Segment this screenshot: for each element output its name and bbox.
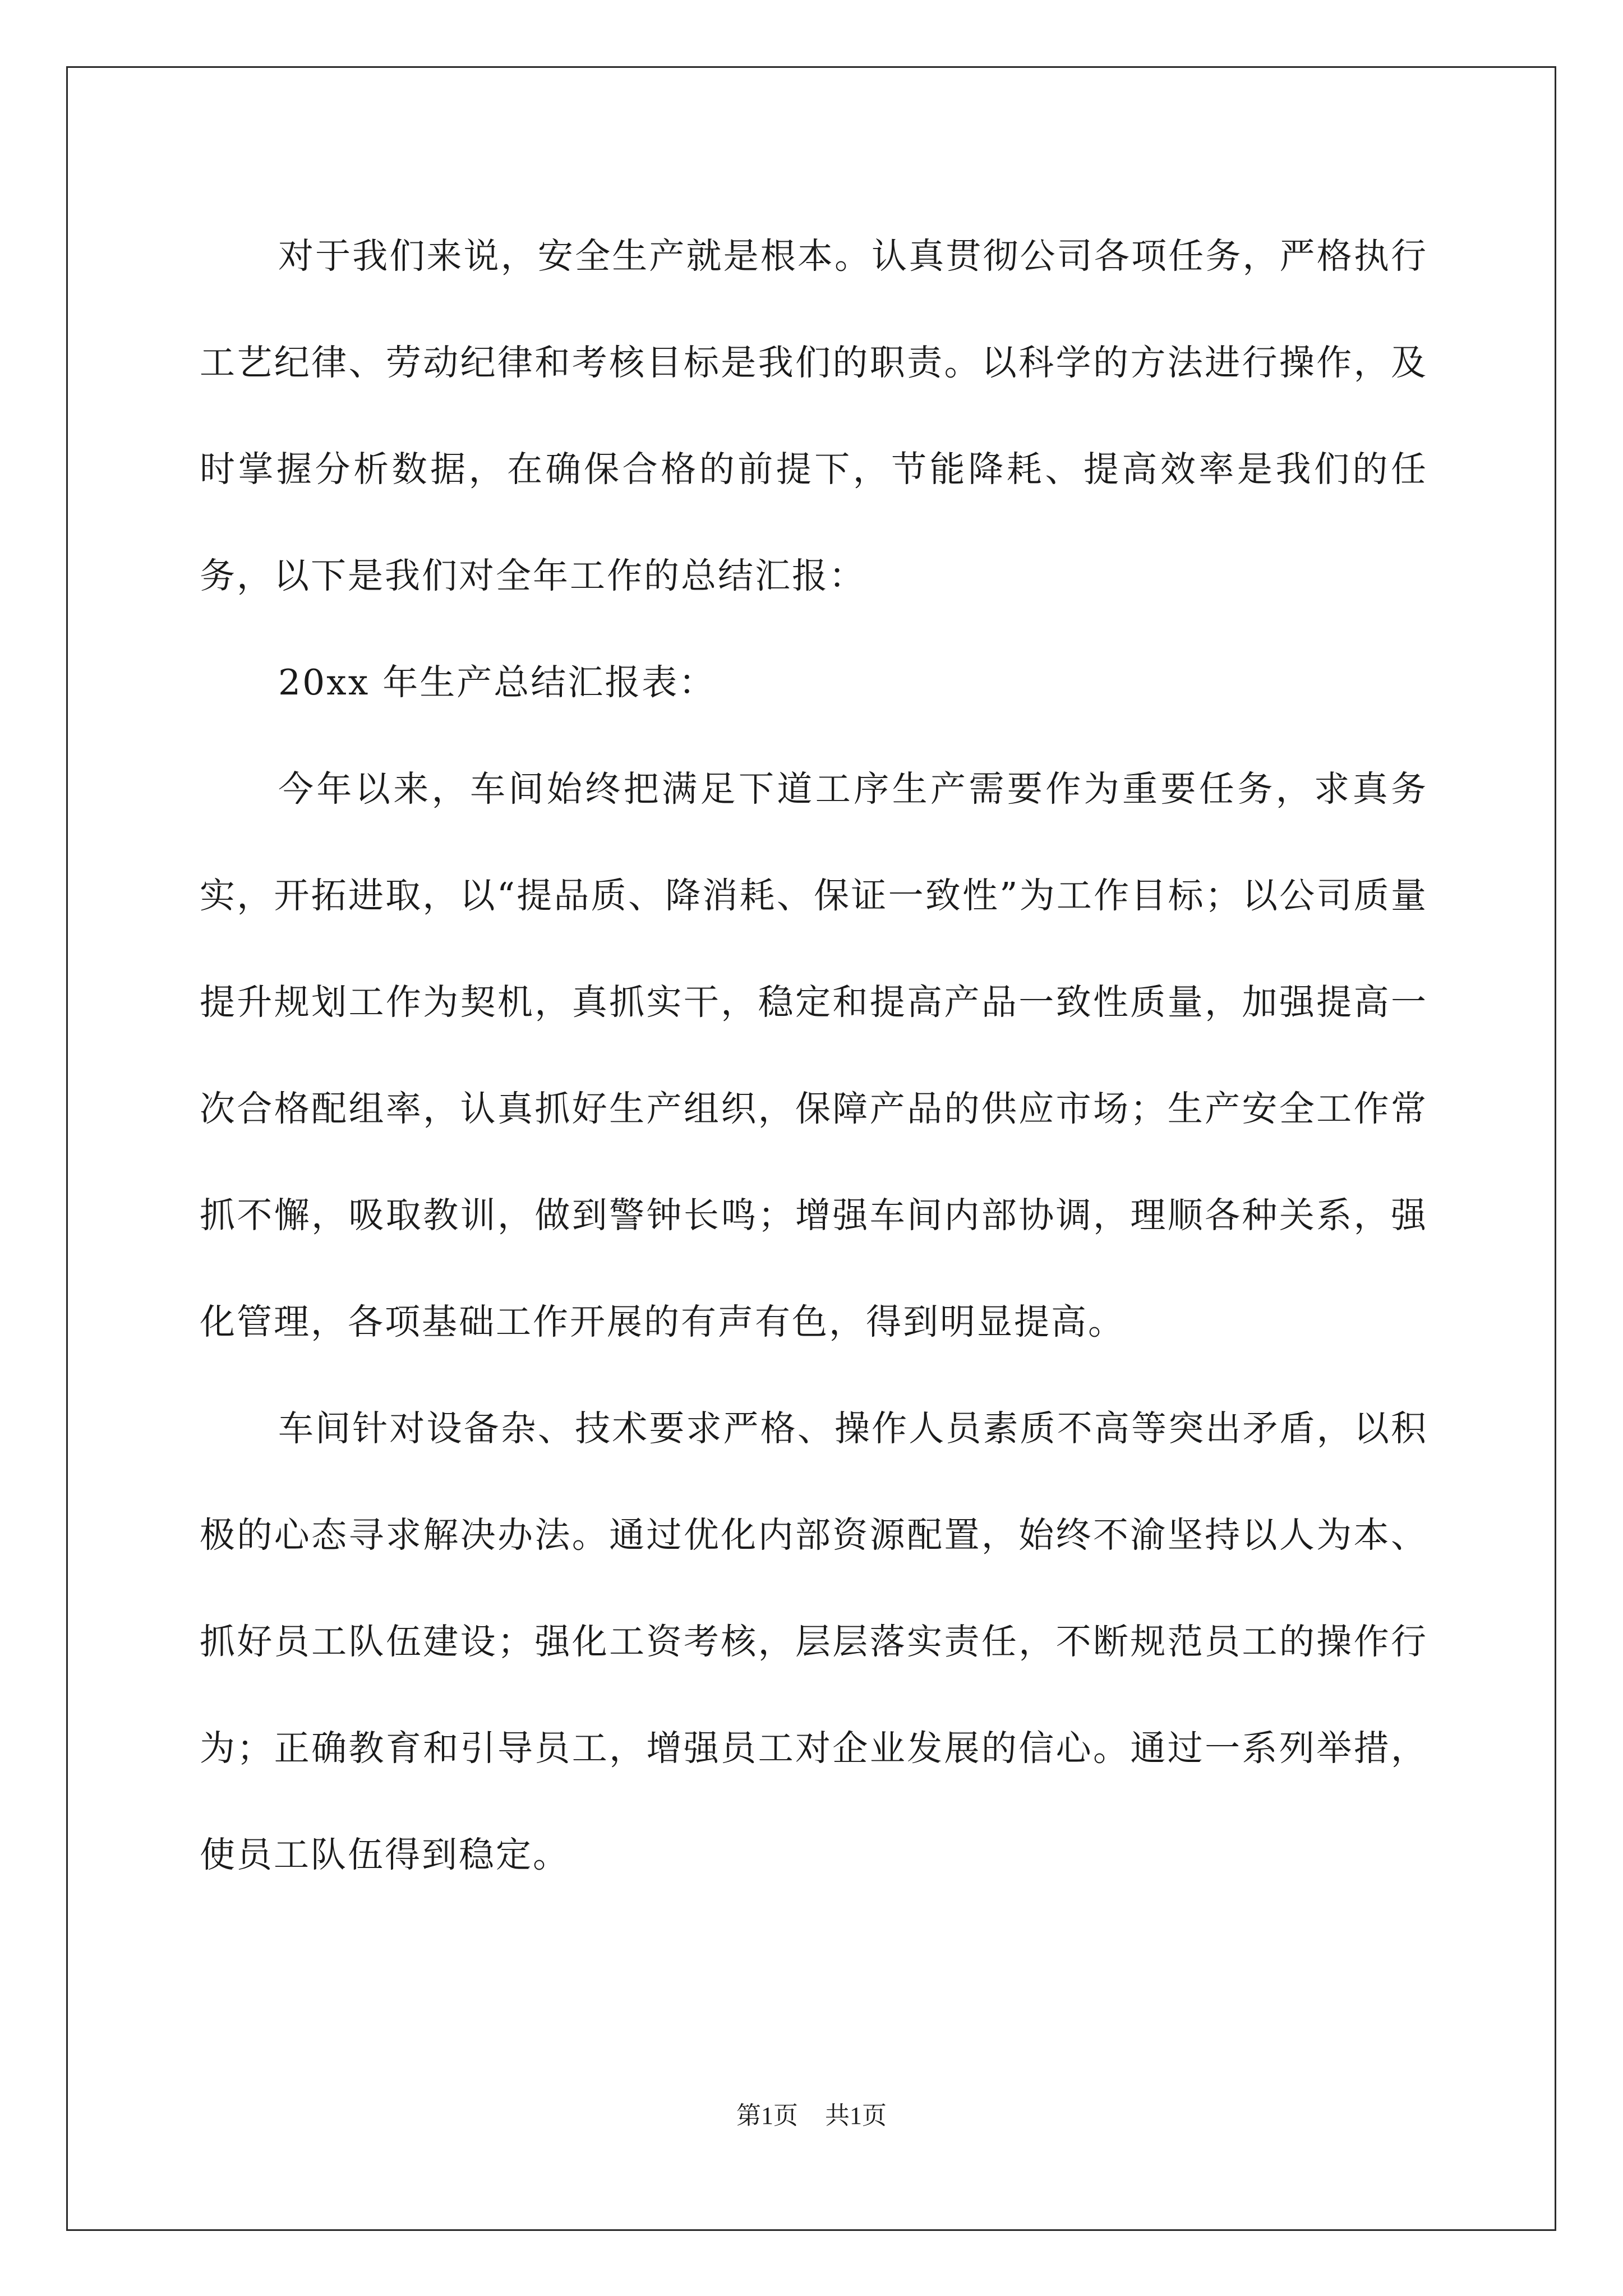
page-count: 共1页 [825, 2102, 887, 2129]
page-number: 第1页 [736, 2102, 798, 2129]
paragraph-workforce: 车间针对设备杂、技术要求严格、操作人员素质不高等突出矛盾，以积极的心态寻求解决办法。通过优化内部资源配置，始终不渝坚持以人为本、抓好员工队伍建设；强化工资考核，层层落实责任，不断规范员工的操作行为；正确教育和引导员工，增强员工对企业发展的信心。通过一系列举措，使员工队伍得到稳定。 [200, 1408, 1428, 1875]
document-body [200, 203, 1428, 1908]
page-footer [0, 2095, 1623, 2131]
paragraph-year-summary: 今年以来，车间始终把满足下道工序生产需要作为重要任务，求真务实，开拓进取，以“提品质、降消耗、保证一致性”为工作目标；以公司质量提升规划工作为契机，真抓实干，稳定和提高产品一致性质量，加强提高一次合格配组率，认真抓好生产组织，保障产品的供应市场；生产安全工作常抓不懈，吸取教训，做到警钟长鸣；增强车间内部协调，理顺各种关系，强化管理，各项基础工作开展的有声有色，得到明显提高。 [200, 769, 1428, 1342]
paragraph-intro: 对于我们来说，安全生产就是根本。认真贯彻公司各项任务，严格执行工艺纪律、劳动纪律和考核目标是我们的职责。以科学的方法进行操作，及时掌握分析数据，在确保合格的前提下，节能降耗、提高效率是我们的任务，以下是我们对全年工作的总结汇报： [200, 236, 1428, 596]
paragraph-table-heading: 20xx 年生产总结汇报表： [278, 662, 716, 703]
